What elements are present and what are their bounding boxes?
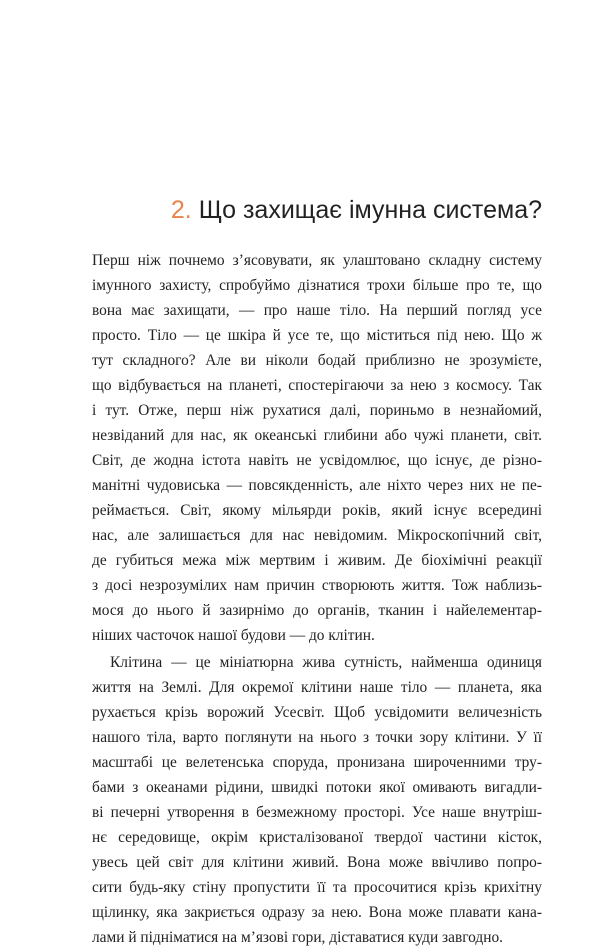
- text-line: тут складного? Але ви ніколи бодай приблизно не зрозумієте,: [92, 352, 542, 369]
- text-line: ніших часточок нашої будови — до клітин.: [92, 627, 375, 644]
- text-line: що відбувається на планеті, спостерігаючи за нею з космосу. Так: [92, 377, 542, 394]
- text-line: нас, але залишається для нас невідомим. Мікроскопічний світ,: [92, 527, 542, 544]
- text-line: щілинку, яка закриється одразу за нею. Вона може плавати кана-: [92, 904, 542, 921]
- text-line: вона має захищати, — про наше тіло. На перший погляд усе: [92, 302, 542, 319]
- text-line: лами й підніматися на м’язові гори, діставатися куди завгодно.: [92, 929, 504, 946]
- text-line: Перш ніж почнемо з’ясовувати, як улаштовано складну систему: [92, 252, 542, 269]
- text-line: манітні чудовиська — повсякденність, але ніхто через них не пе-: [92, 477, 542, 494]
- text-line: незвіданий для нас, як океанські глибини або чужі планети, світ.: [92, 427, 542, 444]
- text-line: увесь цей світ для клітини живий. Вона може ввічливо попро-: [92, 854, 542, 871]
- text-line: просто. Тіло — це шкіра й усе те, що міститься під нею. Що ж: [92, 327, 542, 344]
- text-line: сити будь-яку стіну пропустити її та просочитися крізь крихітну: [92, 879, 542, 896]
- text-line: бами з океанами рідини, швидкі потоки якої омивають вигадли-: [92, 779, 542, 796]
- text-line: де губиться межа між мертвим і живим. Де біохімічні реакції: [92, 552, 542, 569]
- text-line: імунного захисту, спробуймо дізнатися трохи більше про те, що: [92, 277, 542, 294]
- text-line: Світ, де жодна істота навіть не усвідомлює, що існує, де різно-: [92, 452, 542, 469]
- paragraph-1: [92, 248, 542, 648]
- text-line: мося до нього й зазирнімо до органів, тканин і найелементар-: [92, 602, 542, 619]
- chapter-title: Що захищає імунна система?: [198, 196, 542, 224]
- text-line: нашого тіла, варто поглянути на нього з точки зору клітини. У її: [92, 729, 542, 746]
- text-line: і тут. Отже, перш ніж рухатися далі, пориньмо в незнайомий,: [92, 402, 542, 419]
- text-line: масштабі це велетенська споруда, пронизана широченними тру-: [92, 754, 542, 771]
- paragraph-2: [92, 650, 542, 950]
- text-line: рухається крізь ворожий Усесвіт. Щоб усвідомити величезність: [92, 704, 542, 721]
- chapter-number: 2.: [170, 196, 192, 224]
- text-line: Клітина — це мініатюрна жива сутність, найменша одиниця: [110, 654, 542, 671]
- text-line: реймається. Світ, якому мільярди років, який існує всередині: [92, 502, 542, 519]
- chapter-body: [92, 248, 542, 950]
- text-line: з досі незрозумілих нам причин створюють життя. Тож наблизь-: [92, 577, 542, 594]
- text-line: життя на Землі. Для окремої клітини наше тіло — планета, яка: [92, 679, 542, 696]
- text-line: ві печерні утворення в безмежному просторі. Усе наше внутріш-: [92, 804, 542, 821]
- chapter-heading: [92, 192, 542, 228]
- text-line: нє середовище, окрім кристалізованої твердої частини кісток,: [92, 829, 542, 846]
